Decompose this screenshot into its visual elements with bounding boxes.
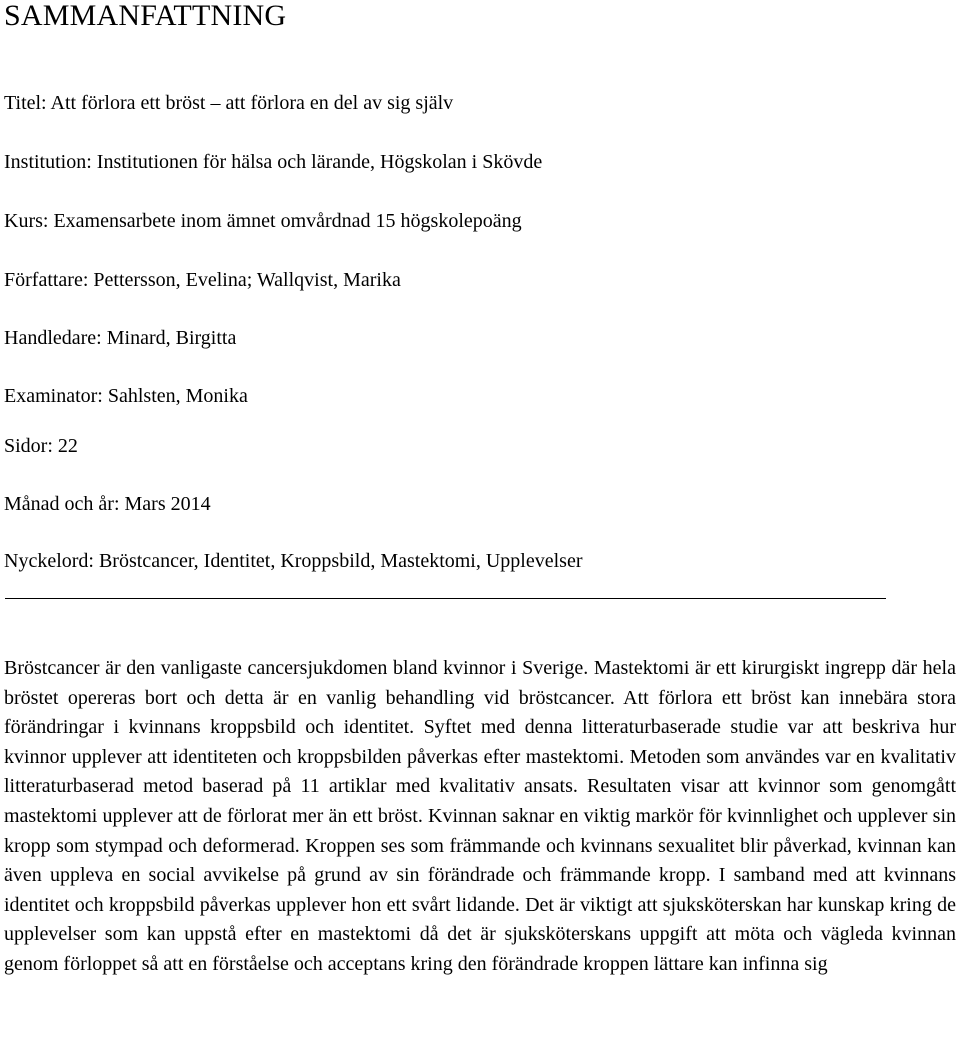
meta-supervisor: Handledare: Minard, Birgitta <box>4 327 237 349</box>
abstract-paragraph: Bröstcancer är den vanligaste cancersjukdomen bland kvinnor i Sverige. Mastektomi är ett kirurgiskt ingrepp där hela bröstet opereras bort och detta är en vanlig behandling vid bröstcancer. Att förlora ett bröst kan innebära stora förändringar i kvinnans kroppsbild och identitet. Syftet med denna litteraturbaserade studie var att beskriva hur kvinnor upplever att identiteten och kroppsbilden påverkas efter mastektomi. Metoden som användes var en kvalitativ litteraturbaserad metod baserad på 11 artiklar med kvalitativ ansats. Resultaten visar att kvinnor som genomgått mastektomi upplever att de förlorat mer än ett bröst. Kvinnan saknar en viktig markör för kvinnlighet och upplever sin kropp som stympad och deformerad. Kroppen ses som främmande och kvinnans sexualitet blir påverkad, kvinnan kan även uppleva en social avvikelse på grund av sin förändrade och främmande kropp. I samband med att kvinnans identitet och kroppsbild påverkas upplever hon ett svårt lidande. Det är viktigt att sjuksköterskan har kunskap kring de upplevelser som kan uppstå efter en mastektomi då det är sjuksköterskans uppgift att möta och vägleda kvinnan genom förloppet så att en förståelse och acceptans kring den förändrade kroppen lättare kan infinna sig <box>4 657 956 975</box>
meta-month-year: Månad och år: Mars 2014 <box>4 493 211 515</box>
meta-institution: Institution: Institutionen för hälsa och lärande, Högskolan i Skövde <box>4 151 543 173</box>
meta-keywords: Nyckelord: Bröstcancer, Identitet, Kroppsbild, Mastektomi, Upplevelser <box>4 550 583 572</box>
meta-examiner: Examinator: Sahlsten, Monika <box>4 385 248 407</box>
divider-line <box>5 598 886 599</box>
meta-course: Kurs: Examensarbete inom ämnet omvårdnad 15 högskolepoäng <box>4 210 522 232</box>
meta-pages: Sidor: 22 <box>4 435 78 457</box>
meta-authors: Författare: Pettersson, Evelina; Wallqvist, Marika <box>4 269 401 291</box>
page-title: SAMMANFATTNING <box>4 0 287 32</box>
meta-title: Titel: Att förlora ett bröst – att förlora en del av sig själv <box>4 92 454 114</box>
